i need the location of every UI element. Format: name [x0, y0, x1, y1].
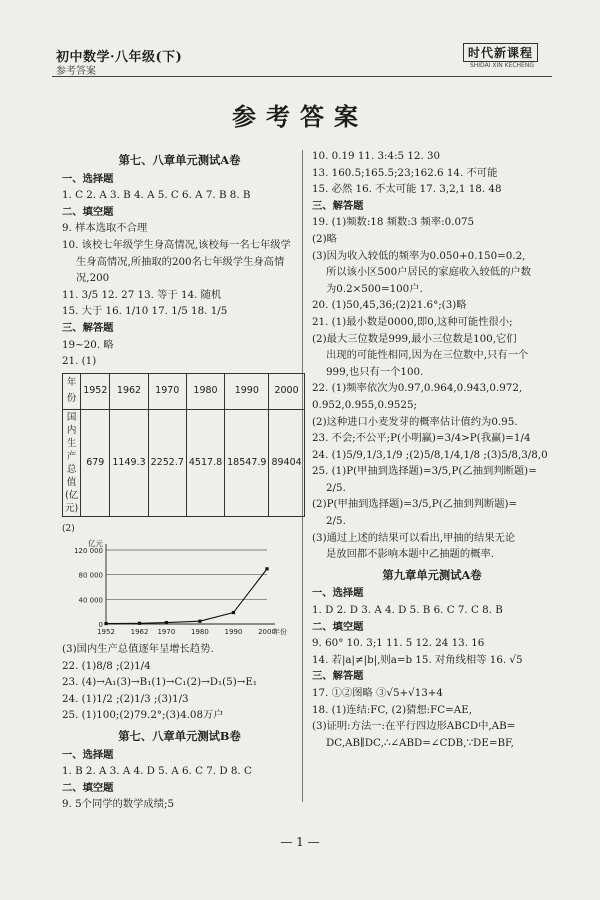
- answer-line: 10. 0.19 11. 3:4:5 12. 30: [312, 150, 441, 162]
- answer-line: 15. 必然 16. 不太可能 17. 3,2,1 18. 48: [312, 183, 502, 196]
- table-cell: 89404: [269, 409, 304, 516]
- answer-line: 9. 样本选取不合理: [62, 222, 148, 235]
- answer-line: 一、选择题: [62, 748, 114, 761]
- answer-line: 2/5.: [326, 481, 346, 494]
- answer-line: 22. (1)频率依次为0.97,0.964,0.943,0.972,: [312, 382, 523, 395]
- table-cell: 2000: [269, 373, 304, 409]
- header-rule: [52, 76, 552, 77]
- table-cell: 4517.8: [186, 409, 224, 516]
- answer-line: 三、解答题: [312, 670, 364, 683]
- x-tick-label: 1970: [157, 627, 176, 636]
- answer-line: 10. 该校七年级学生身高情况,该校每一名七年级学: [62, 238, 291, 251]
- answer-line: 19~20. 略: [62, 338, 114, 351]
- x-tick-label: 2000: [258, 627, 276, 636]
- answer-line: 0.952,0.955,0.9525;: [312, 398, 418, 411]
- answer-line: 为0.2×500=100户.: [326, 282, 423, 295]
- section-9-a-answers: [312, 585, 552, 751]
- table-cell: 1990: [225, 373, 269, 409]
- data-point: [165, 621, 168, 624]
- answer-line: (2)最大三位数是999,最小三位数是100,它们: [312, 332, 517, 345]
- section-title-7-8-a: 第七、八章单元测试A卷: [118, 153, 241, 167]
- table-cell: 679: [81, 409, 110, 516]
- answer-line: 21. (1): [62, 355, 97, 368]
- answer-line: 999,也只有一个100.: [326, 365, 424, 378]
- right-column: [312, 148, 552, 751]
- y-tick-label: 0: [98, 620, 103, 629]
- table-cell: 1970: [148, 373, 186, 409]
- table-header-cell: 年份: [63, 373, 81, 409]
- answer-line: 23. 不会;不公平;P(小明赢)=3/4>P(我赢)=1/4: [312, 432, 531, 445]
- answer-line: 二、填空题: [312, 620, 364, 633]
- answer-line: 1. C 2. A 3. B 4. A 5. C 6. A 7. B 8. B: [62, 189, 251, 202]
- answer-line: 1. D 2. D 3. A 4. D 5. B 6. C 7. C 8. B: [312, 604, 503, 617]
- section-7-8-a-answers: [62, 171, 297, 370]
- answer-line: 19. (1)频数:18 频数:3 频率:0.075: [312, 216, 475, 229]
- answer-line: (3)因为收入较低的频率为0.050+0.150=0.2,: [312, 249, 526, 262]
- answer-line: 三、解答题: [312, 199, 364, 212]
- answer-line: 18. (1)连结:FC, (2)猜想:FC=AE,: [312, 703, 473, 716]
- answer-line: 24. (1)5/9,1/3,1/9 ;(2)5/8,1/4,1/8 ;(3)5/8,3/8,0: [312, 448, 548, 461]
- section-title-7-8-b: 第七、八章单元测试B卷: [118, 729, 241, 744]
- answer-line: 出现的可能性相同,因为在三位数中,只有一个: [326, 349, 529, 362]
- answer-line: (2)P(甲抽到选择题)=3/5,P(乙抽到判断题)=: [312, 498, 518, 511]
- x-axis-label: 年份: [273, 627, 287, 636]
- answer-line: 二、填空题: [62, 205, 114, 218]
- page-title: 参考答案: [232, 102, 368, 131]
- brand-pinyin: SHIDAI XIN KECHENG: [469, 62, 534, 69]
- header-subtitle: 参考答案: [56, 66, 96, 77]
- table-cell: 1952: [81, 373, 110, 409]
- answer-line: 生身高情况,所抽取的200名七年级学生身高情: [76, 255, 285, 268]
- table-cell: 2252.7: [148, 409, 186, 516]
- answer-line: 况,200: [76, 272, 110, 285]
- section-7-8-a-answers-cont: [62, 641, 297, 724]
- answer-line: 1. B 2. A 3. A 4. D 5. A 6. C 7. D 8. C: [62, 765, 252, 778]
- answer-line: 一、选择题: [312, 587, 364, 600]
- answer-line: 2/5.: [326, 515, 346, 528]
- answer-line: 21. (1)最小数是0000,即0,这种可能性很小;: [312, 315, 513, 328]
- y-axis-label: 亿元: [88, 538, 103, 548]
- series-line: [106, 568, 267, 623]
- gdp-line-chart: [62, 538, 297, 636]
- answer-line: 所以该小区500户居民的家庭收入较低的户数: [326, 266, 531, 279]
- data-point: [232, 610, 235, 613]
- answer-line: 25. (1)P(甲抽到选择题)=3/5,P(乙抽到判断题)=: [312, 465, 537, 478]
- left-column: [62, 148, 302, 813]
- table-cell: 18547.9: [225, 409, 269, 516]
- table-cell: 1962: [110, 373, 148, 409]
- x-tick-label: 1952: [97, 627, 115, 636]
- table-row: [63, 409, 305, 516]
- y-tick-label: 120 000: [74, 546, 103, 555]
- answer-line: 9. 60° 10. 3;1 11. 5 12. 24 13. 16: [312, 637, 485, 650]
- answer-line: 14. 若|a|≠|b|,则a=b 15. 对角线相等 16. √5: [312, 653, 523, 666]
- data-point: [104, 621, 107, 624]
- section-7-8-b-answers: [62, 747, 297, 813]
- answer-line: DC,AB∥DC,∴∠ABD=∠CDB,∵DE=BF,: [326, 736, 514, 749]
- x-tick-label: 1962: [130, 627, 149, 636]
- page-number: — 1 —: [280, 835, 320, 849]
- data-point: [138, 621, 141, 624]
- answer-line: 是放回都不影响本题中乙抽题的概率.: [326, 548, 495, 561]
- answer-line: (2)略: [312, 232, 337, 245]
- answer-line: 17. ①②图略 ③√5+√13+4: [312, 687, 443, 699]
- answer-line: (2)这种进口小麦发芽的概率估计值约为0.95.: [312, 415, 518, 428]
- answer-line: 20. (1)50,45,36;(2)21.6°;(3)略: [312, 299, 467, 312]
- answer-line: 15. 大于 16. 1/10 17. 1/5 18. 1/5: [62, 305, 228, 318]
- section-7-8-b-answers-cont: [312, 148, 552, 563]
- answer-line: 24. (1)1/2 ;(2)1/3 ;(3)1/3: [62, 692, 189, 705]
- header-book-title: 初中数学·八年级(下): [56, 50, 183, 65]
- answer-line: 25. (1)100;(2)79.2°;(3)4.08万户: [62, 709, 224, 722]
- answer-line: 22. (1)8/8 ;(2)1/4: [62, 659, 151, 672]
- y-tick-label: 80 000: [78, 571, 103, 580]
- table-cell: 1980: [186, 373, 224, 409]
- table-row: [63, 373, 305, 409]
- data-point: [265, 567, 268, 570]
- answer-line: 一、选择题: [62, 172, 114, 185]
- answer-line: 二、填空题: [62, 781, 114, 794]
- answer-line: 13. 160.5;165.5;23;162.6 14. 不可能: [312, 166, 498, 179]
- section-title-9-a: 第九章单元测试A卷: [382, 567, 482, 582]
- brand-logo: 时代新课程: [463, 43, 538, 62]
- x-tick-label: 1990: [224, 627, 243, 636]
- answer-line: (3)证明:方法一:在平行四边形ABCD中,AB=: [312, 720, 516, 733]
- answer-line: 三、解答题: [62, 321, 114, 334]
- answer-line: (3)国内生产总值逐年呈增长趋势.: [62, 643, 214, 656]
- table-header-cell: 国内生产总值(亿元): [63, 409, 81, 516]
- x-tick-label: 1980: [191, 627, 209, 636]
- answer-line: 9. 5个同学的数学成绩;5: [62, 798, 175, 811]
- answer-line: 23. (4)→A₁(3)→B₁(1)→C₁(2)→D₁(5)→E₁: [62, 676, 258, 689]
- data-point: [198, 619, 201, 622]
- answer-line: (3)通过上述的结果可以看出,甲抽的结果无论: [312, 531, 516, 544]
- table-cell: 1149.3: [110, 409, 148, 516]
- gdp-table: [62, 373, 305, 517]
- answer-line: 11. 3/5 12. 27 13. 等于 14. 随机: [62, 288, 222, 301]
- y-tick-label: 40 000: [78, 595, 103, 604]
- chart-caption: (2): [62, 523, 75, 534]
